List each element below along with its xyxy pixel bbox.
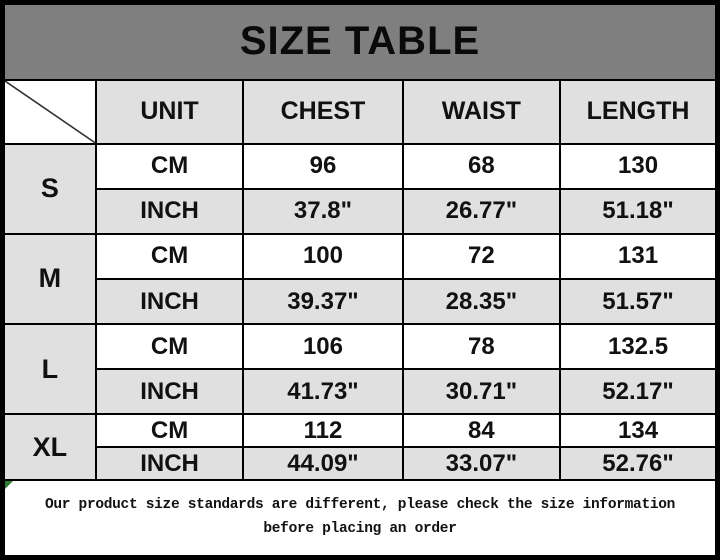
cell-xl-cm-length: 134	[560, 414, 716, 447]
cell-s-inch-unit: INCH	[96, 189, 243, 234]
cell-xl-inch-chest: 44.09"	[243, 447, 402, 480]
row-l-inch	[4, 369, 716, 414]
column-header-chest: CHEST	[243, 80, 402, 144]
column-header-row	[4, 80, 716, 144]
cell-l-cm-waist: 78	[403, 324, 560, 369]
cell-corner-marker-icon	[5, 481, 13, 489]
footer-row	[4, 480, 716, 556]
cell-m-inch-waist: 28.35"	[403, 279, 560, 324]
cell-l-inch-unit: INCH	[96, 369, 243, 414]
cell-l-cm-unit: CM	[96, 324, 243, 369]
cell-m-inch-length: 51.57"	[560, 279, 716, 324]
cell-s-cm-chest: 96	[243, 144, 402, 189]
page-title: SIZE TABLE	[4, 4, 716, 80]
size-table	[3, 3, 717, 557]
footer-note-line1: Our product size standards are different, please check the size information	[44, 497, 676, 514]
row-l-cm	[4, 324, 716, 369]
footer-note	[4, 480, 716, 556]
cell-s-inch-chest: 37.8"	[243, 189, 402, 234]
cell-l-cm-length: 132.5	[560, 324, 716, 369]
size-label-m: M	[4, 234, 96, 324]
row-s-cm	[4, 144, 716, 189]
cell-xl-inch-length: 52.76"	[560, 447, 716, 480]
cell-l-cm-chest: 106	[243, 324, 402, 369]
size-label-xl: XL	[4, 414, 96, 480]
cell-s-inch-waist: 26.77"	[403, 189, 560, 234]
cell-xl-cm-chest: 112	[243, 414, 402, 447]
cell-m-cm-waist: 72	[403, 234, 560, 279]
row-m-cm	[4, 234, 716, 279]
title-row	[4, 4, 716, 80]
diagonal-corner-cell	[4, 80, 96, 144]
size-label-s: S	[4, 144, 96, 234]
cell-m-inch-unit: INCH	[96, 279, 243, 324]
cell-m-cm-chest: 100	[243, 234, 402, 279]
cell-xl-cm-waist: 84	[403, 414, 560, 447]
row-s-inch	[4, 189, 716, 234]
cell-xl-cm-unit: CM	[96, 414, 243, 447]
column-header-length: LENGTH	[560, 80, 716, 144]
cell-xl-inch-unit: INCH	[96, 447, 243, 480]
cell-s-cm-unit: CM	[96, 144, 243, 189]
cell-m-inch-chest: 39.37"	[243, 279, 402, 324]
footer-note-line2: before placing an order	[263, 521, 457, 538]
row-xl-inch	[4, 447, 716, 480]
column-header-waist: WAIST	[403, 80, 560, 144]
row-m-inch	[4, 279, 716, 324]
cell-l-inch-chest: 41.73"	[243, 369, 402, 414]
cell-xl-inch-waist: 33.07"	[403, 447, 560, 480]
cell-l-inch-waist: 30.71"	[403, 369, 560, 414]
diagonal-line-icon	[5, 81, 95, 143]
cell-s-cm-length: 130	[560, 144, 716, 189]
row-xl-cm	[4, 414, 716, 447]
cell-m-cm-length: 131	[560, 234, 716, 279]
column-header-unit: UNIT	[96, 80, 243, 144]
cell-s-inch-length: 51.18"	[560, 189, 716, 234]
cell-m-cm-unit: CM	[96, 234, 243, 279]
cell-s-cm-waist: 68	[403, 144, 560, 189]
size-label-l: L	[4, 324, 96, 414]
cell-l-inch-length: 52.17"	[560, 369, 716, 414]
